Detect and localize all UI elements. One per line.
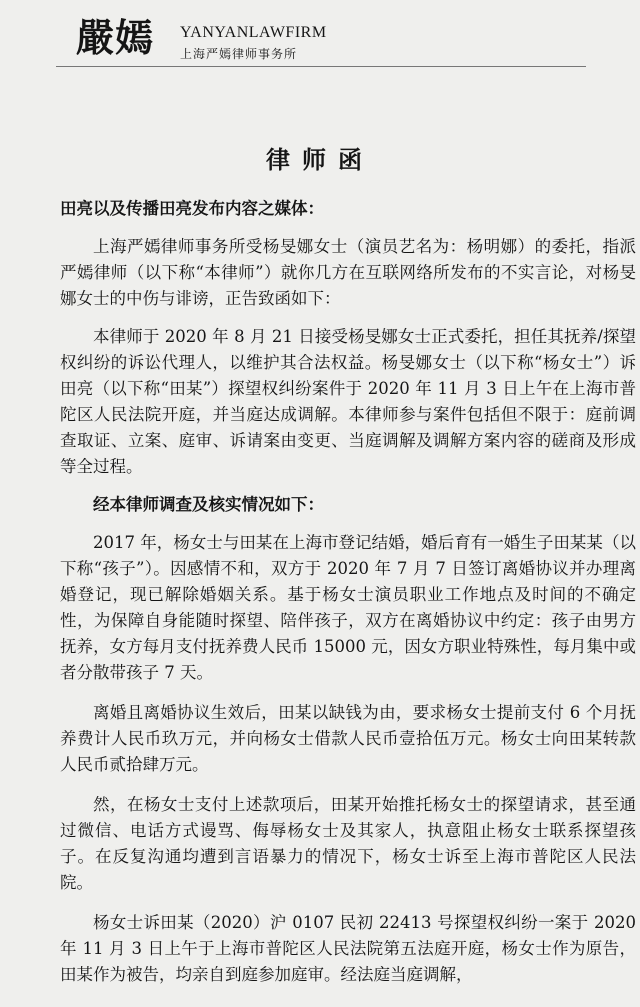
fact-paragraph-2: 离婚且离婚协议生效后，田某以缺钱为由，要求杨女士提前支付 6 个月抚养费计人民币玖万元，并向杨女士借款人民币壹拾伍万元。杨女士向田某转款人民币贰拾肆万元。 xyxy=(60,703,636,774)
engagement-paragraph: 本律师于 2020 年 8 月 21 日接受杨旻娜女士正式委托，担任其抚养/探望权纠纷的诉讼代理人，以维护其合法权益。杨旻娜女士（以下称“杨女士”）诉田亮（以下称“田某”）探望权纠纷案件于 2020 年 11 月 3 日上午在上海市普陀区人民法院开庭，并当庭达成调解。本律师参与案件包括但不限于：庭前调查取证、立案、庭审、诉请案由变更、当庭调解及调解方案内容的磋商及形成等全过程。 xyxy=(60,327,636,476)
intro-paragraph: 上海严嫣律师事务所受杨旻娜女士（演员艺名为：杨明娜）的委托，指派严嫣律师（以下称“本律师”）就你几方在互联网络所发布的不实言论，对杨旻娜女士的中伤与诽谤，正告致函如下： xyxy=(60,237,636,308)
fact-paragraph-3: 然，在杨女士支付上述款项后，田某开始推托杨女士的探望请求，甚至通过微信、电话方式谩骂、侮辱杨女士及其家人，执意阻止杨女士联系探望孩子。在反复沟通均遭到言语暴力的情况下，杨女士诉至上海市普陀区人民法院。 xyxy=(60,795,636,892)
firm-name-cn: 上海严嫣律师事务所 xyxy=(180,47,298,61)
firm-name-en: YANYANLAWFIRM xyxy=(180,24,327,41)
document-title: 律师函 xyxy=(266,145,374,174)
fact-paragraph-4: 杨女士诉田某（2020）沪 0107 民初 22413 号探望权纠纷一案于 2020 年 11 月 3 日上午于上海市普陀区人民法院第五法庭开庭，杨女士作为原告，田某作为被告，均亲自到庭参加庭审。经法庭当庭调解， xyxy=(60,913,636,984)
addressee: 田亮以及传播田亮发布内容之媒体： xyxy=(60,199,324,218)
fact-paragraph-1: 2017 年，杨女士与田某在上海市登记结婚，婚后育有一婚生子田某某（以下称“孩子”）。因感情不和，双方于 2020 年 7 月 7 日签订离婚协议并办理离婚登记，现已解除婚姻关系。基于杨女士演员职业工作地点及时间的不确定性，为保障自身能随时探望、陪伴孩子，双方在离婚协议中约定：孩子由男方抚养，女方每月支付抚养费人民币 15000 元，因女方职业特殊性，每月集中或者分散带孩子 7 天。 xyxy=(60,533,636,682)
letterhead xyxy=(76,14,596,64)
section-heading: 经本律师调查及核实情况如下： xyxy=(93,495,324,514)
firm-logo: 嚴嫣 xyxy=(76,15,155,60)
header-divider xyxy=(56,66,586,67)
letter-body xyxy=(60,196,636,988)
